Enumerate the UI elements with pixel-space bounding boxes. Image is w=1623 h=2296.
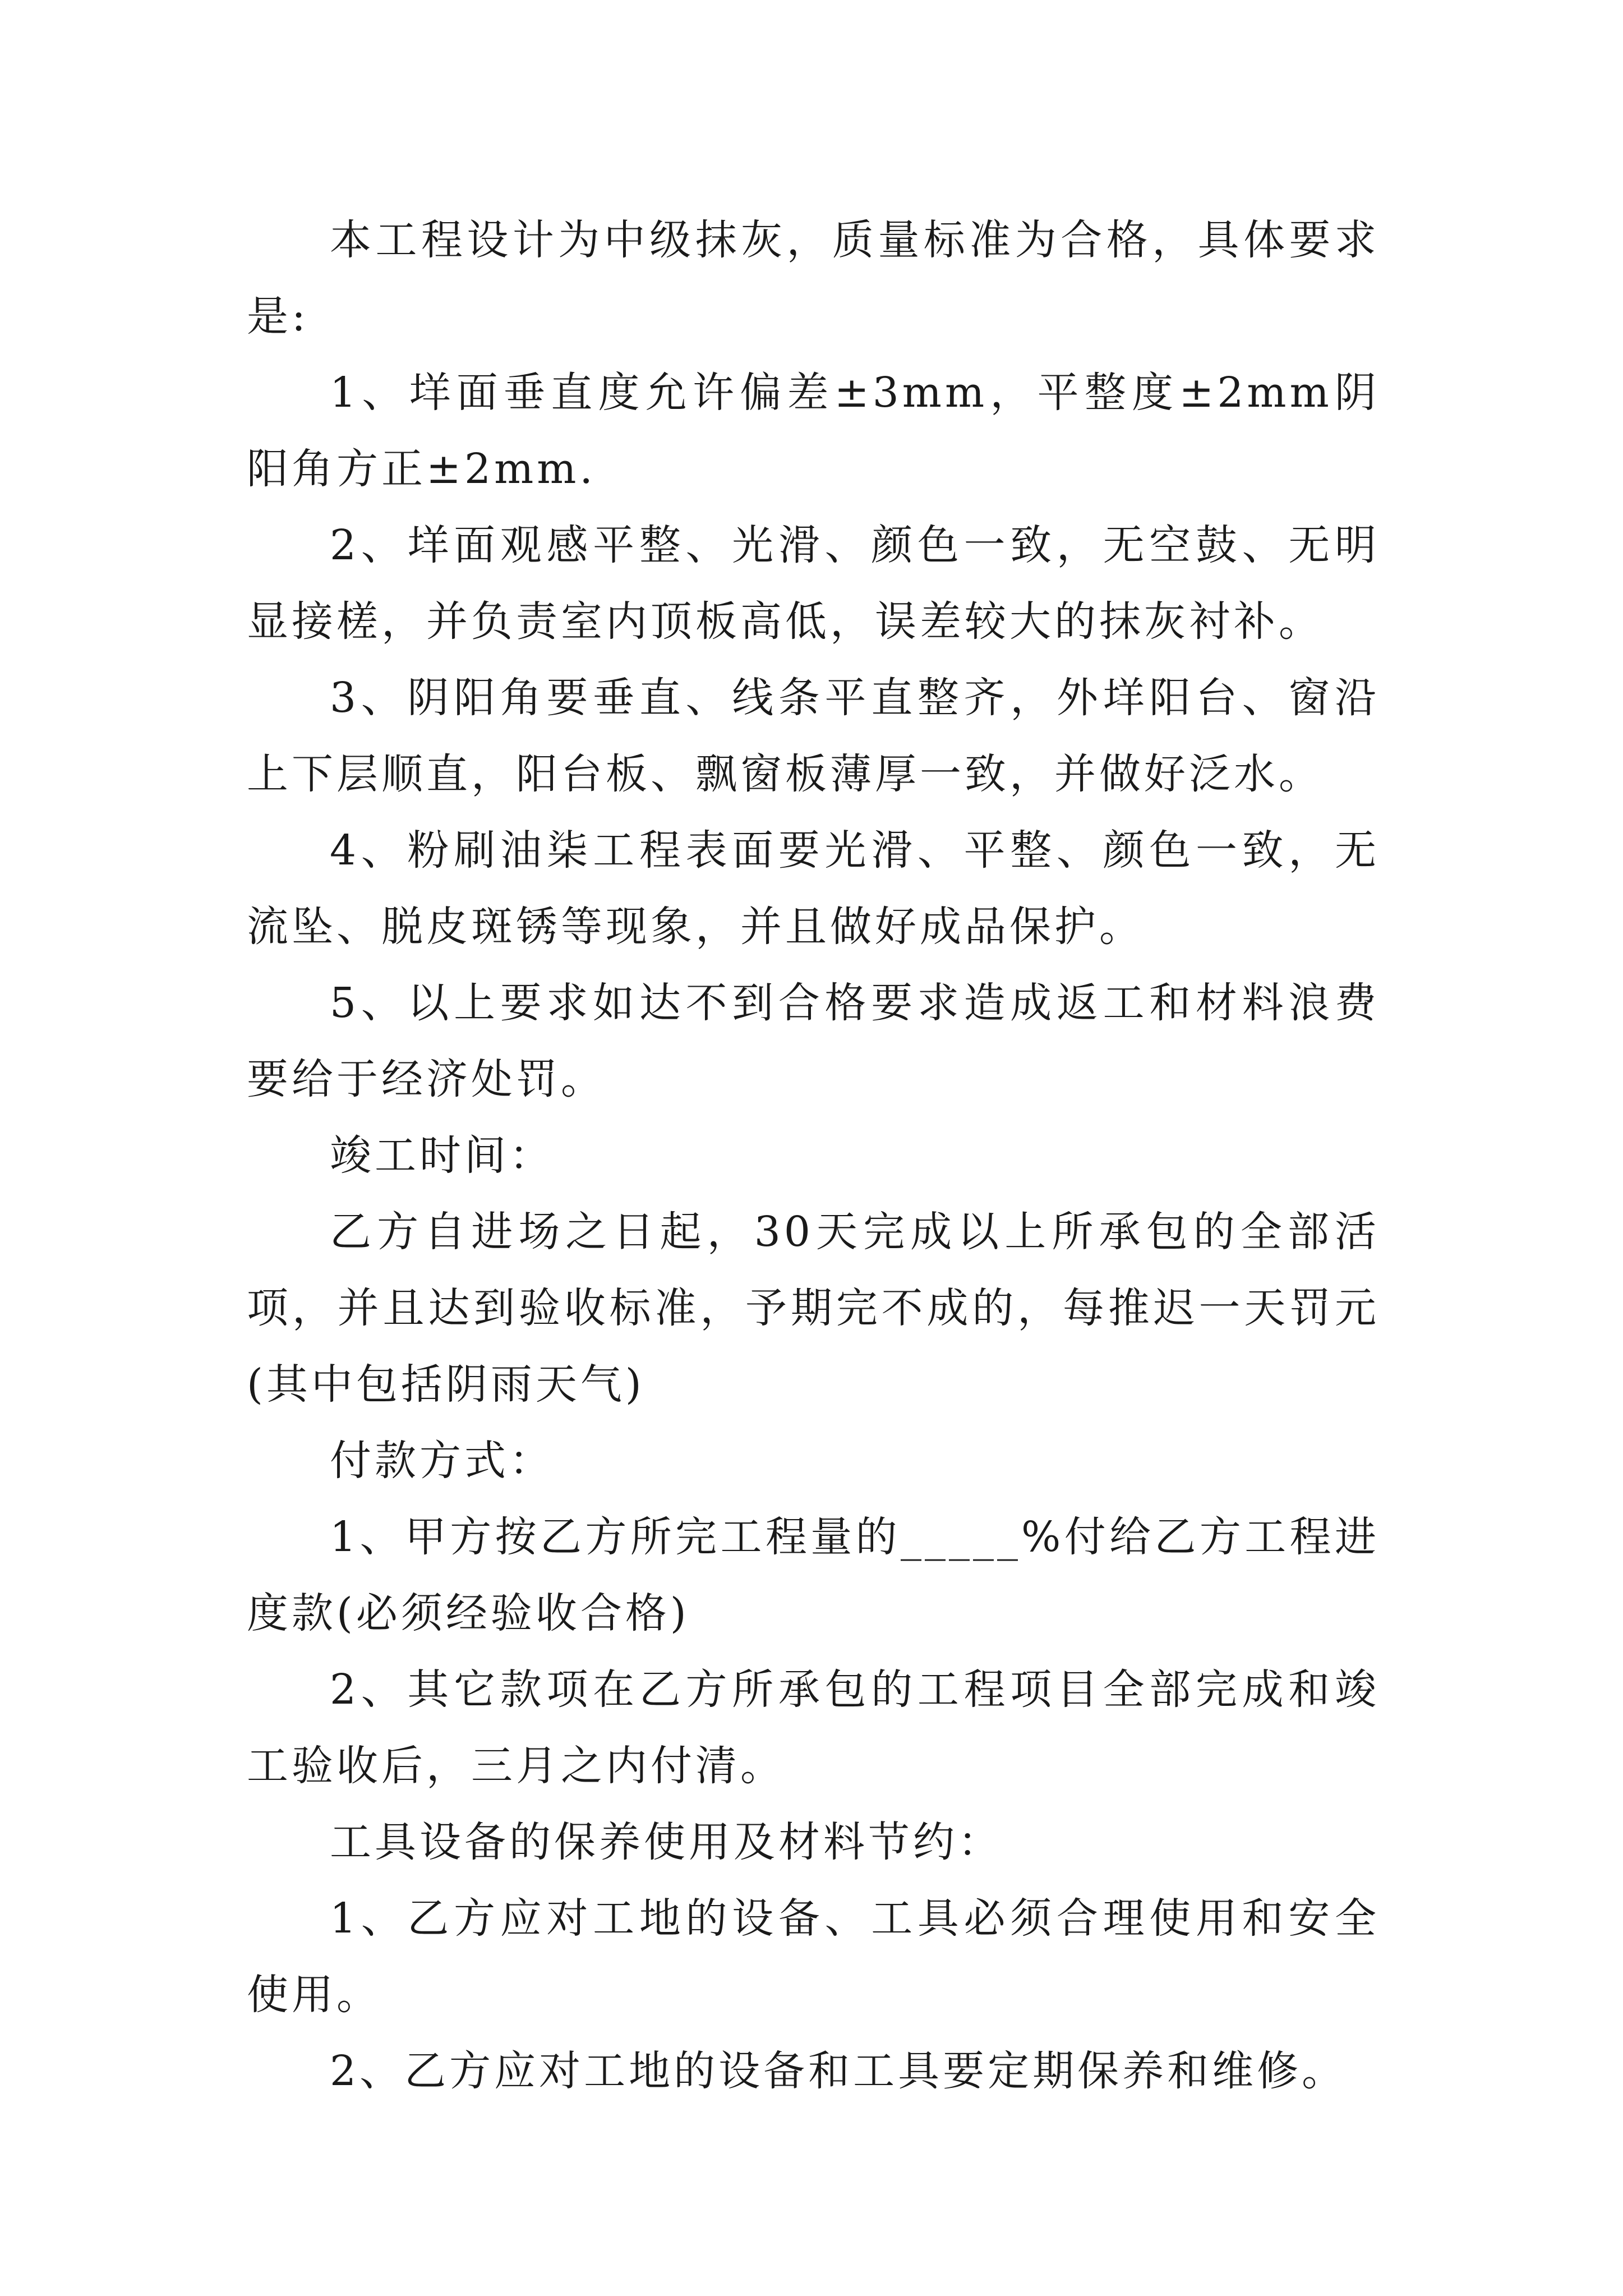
paragraph-equipment-1: 1、乙方应对工地的设备、工具必须合理使用和安全使用。 bbox=[247, 1894, 1380, 2019]
paragraph-requirement-5: 5、以上要求如达不到合格要求造成返工和材料浪费要给于经济处罚。 bbox=[247, 979, 1380, 1103]
paragraph-completion-time: 乙方自进场之日起，30天完成以上所承包的全部活项，并且达到验收标准，予期完不成的，每推迟一天罚元(其中包括阴雨天气) bbox=[247, 1208, 1380, 1409]
heading-completion-time: 竣工时间： bbox=[330, 1131, 554, 1180]
paragraph-requirement-3: 3、阴阳角要垂直、线条平直整齐，外垟阳台、窗沿上下层顺直，阳台板、飘窗板薄厚一致，并做好泛水。 bbox=[247, 674, 1380, 798]
heading-payment-method: 付款方式： bbox=[330, 1437, 554, 1485]
heading-equipment-maintenance: 工具设备的保养使用及材料节约： bbox=[330, 1818, 1003, 1866]
paragraph-requirement-4: 4、粉刷油柒工程表面要光滑、平整、颜色一致，无流坠、脱皮斑锈等现象，并且做好成品保护。 bbox=[247, 826, 1380, 951]
paragraph-requirement-2: 2、垟面观感平整、光滑、颜色一致，无空鼓、无明显接槎，并负责室内顶板高低，误差较大的抹灰衬补。 bbox=[247, 521, 1380, 646]
paragraph-payment-2: 2、其它款项在乙方所承包的工程项目全部完成和竣工验收后，三月之内付清。 bbox=[247, 1665, 1380, 1790]
document-body bbox=[247, 202, 1380, 2109]
paragraph-equipment-2: 2、乙方应对工地的设备和工具要定期保养和维修。 bbox=[330, 2047, 1347, 2095]
paragraph-payment-1: 1、甲方按乙方所完工程量的_____%付给乙方工程进度款(必须经验收合格) bbox=[247, 1513, 1380, 1637]
paragraph-requirement-1: 1、垟面垂直度允许偏差±3mm，平整度±2mm阴阳角方正±2mm. bbox=[247, 369, 1380, 493]
paragraph-intro: 本工程设计为中级抹灰，质量标准为合格，具体要求是: bbox=[247, 216, 1380, 341]
